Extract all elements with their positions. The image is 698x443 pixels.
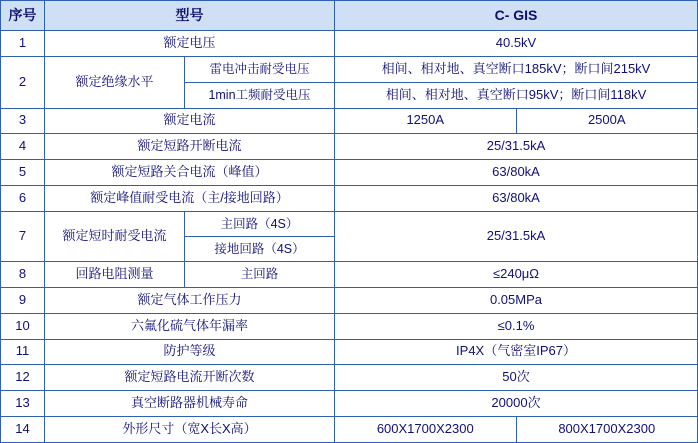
header-row: [1, 1, 698, 31]
row-item: 额定电压: [45, 31, 335, 57]
row-item: 外形尺寸（宽X长X高）: [45, 417, 335, 443]
row-index: 4: [1, 134, 45, 160]
row-index: 12: [1, 365, 45, 391]
row-value: 25/31.5kA: [335, 134, 698, 160]
row-value: 25/31.5kA: [335, 211, 698, 261]
row-index: 8: [1, 261, 45, 287]
row-value: IP4X（气密室IP67）: [335, 339, 698, 365]
row-item: 额定短路关合电流（峰值）: [45, 160, 335, 186]
row-item: 六氟化硫气体年漏率: [45, 313, 335, 339]
row-subitem: 1min工频耐受电压: [185, 82, 335, 108]
row-item: 额定绝缘水平: [45, 56, 185, 108]
row-value: 63/80kA: [335, 186, 698, 212]
row-item: 额定短时耐受电流: [45, 211, 185, 261]
table-row: [1, 417, 698, 443]
table-row: [1, 108, 698, 134]
table-header: [1, 1, 698, 31]
row-value: ≤240μΩ: [335, 261, 698, 287]
table-row: [1, 365, 698, 391]
table-row: [1, 31, 698, 57]
table-row: [1, 134, 698, 160]
row-value: 63/80kA: [335, 160, 698, 186]
header-model: 型号: [45, 1, 335, 31]
row-item: 回路电阻测量: [45, 261, 185, 287]
row-value-right: 800X1700X2300: [516, 417, 698, 443]
table-row: [1, 211, 698, 236]
row-value: 相间、相对地、真空断口185kV；断口间215kV: [335, 56, 698, 82]
row-index: 2: [1, 56, 45, 108]
row-subitem: 雷电冲击耐受电压: [185, 56, 335, 82]
row-value-right: 2500A: [516, 108, 698, 134]
table-body: [1, 31, 698, 443]
row-index: 6: [1, 186, 45, 212]
row-value-left: 1250A: [335, 108, 517, 134]
row-index: 1: [1, 31, 45, 57]
row-item: 防护等级: [45, 339, 335, 365]
row-index: 14: [1, 417, 45, 443]
row-value: 0.05MPa: [335, 287, 698, 313]
table-row: [1, 339, 698, 365]
row-value-left: 600X1700X2300: [335, 417, 517, 443]
row-item: 额定气体工作压力: [45, 287, 335, 313]
row-index: 10: [1, 313, 45, 339]
row-subitem: 接地回路（4S）: [185, 236, 335, 261]
row-value: 40.5kV: [335, 31, 698, 57]
row-subitem: 主回路（4S）: [185, 211, 335, 236]
row-index: 7: [1, 211, 45, 261]
row-subitem: 主回路: [185, 261, 335, 287]
table-row: [1, 287, 698, 313]
row-item: 额定短路电流开断次数: [45, 365, 335, 391]
header-cgis: C- GIS: [335, 1, 698, 31]
row-index: 3: [1, 108, 45, 134]
row-index: 5: [1, 160, 45, 186]
header-index: 序号: [1, 1, 45, 31]
table-row: [1, 313, 698, 339]
row-value: 50次: [335, 365, 698, 391]
row-item: 额定短路开断电流: [45, 134, 335, 160]
table-row: [1, 56, 698, 82]
table-row: [1, 261, 698, 287]
row-value: 相间、相对地、真空断口95kV；断口间118kV: [335, 82, 698, 108]
row-index: 9: [1, 287, 45, 313]
table-row: [1, 391, 698, 417]
table-row: [1, 186, 698, 212]
row-item: 真空断路器机械寿命: [45, 391, 335, 417]
row-item: 额定峰值耐受电流（主/接地回路）: [45, 186, 335, 212]
row-value: ≤0.1%: [335, 313, 698, 339]
row-item: 额定电流: [45, 108, 335, 134]
table-row: [1, 160, 698, 186]
row-value: 20000次: [335, 391, 698, 417]
row-index: 13: [1, 391, 45, 417]
row-index: 11: [1, 339, 45, 365]
